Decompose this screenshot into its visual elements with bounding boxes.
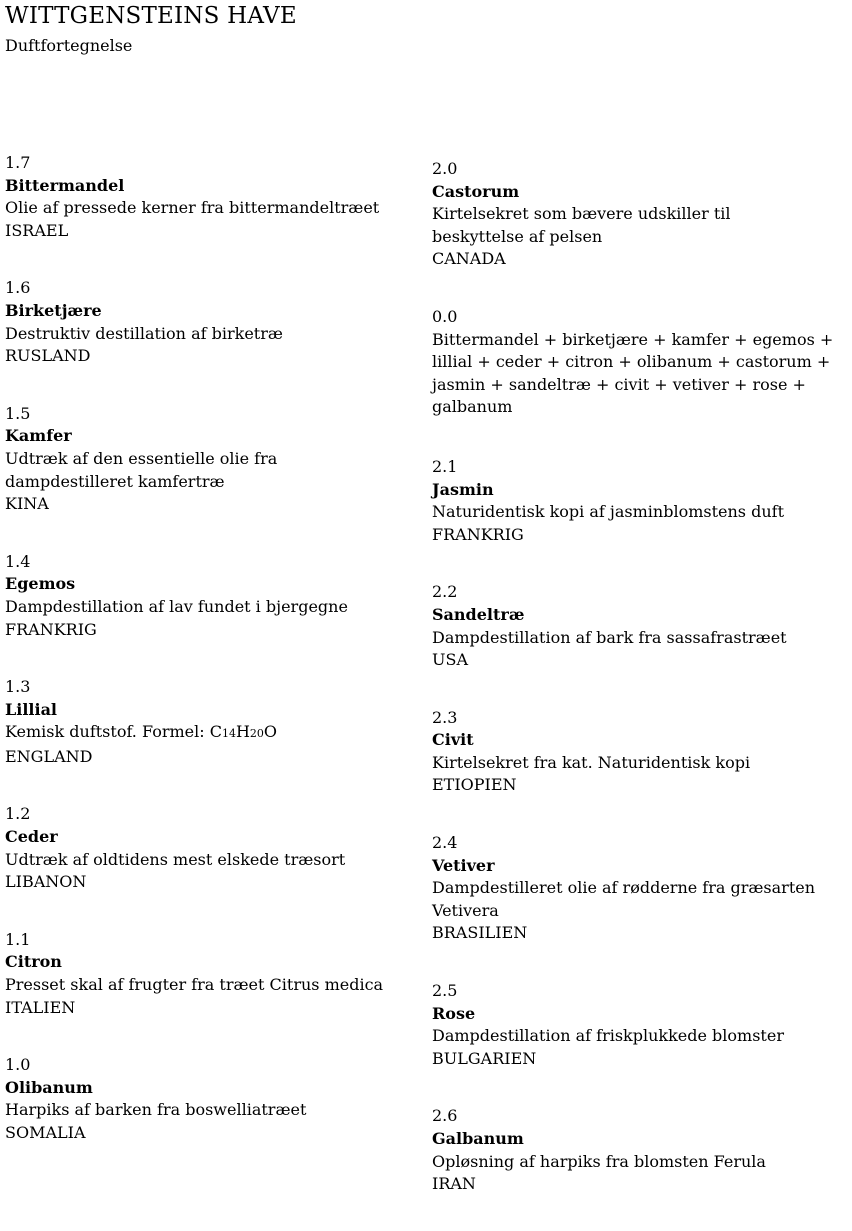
scent-number: 1.1	[5, 929, 31, 949]
scent-entry-1-5	[5, 403, 425, 516]
scent-number: 2.1	[432, 456, 458, 476]
scent-name: Vetiver	[432, 855, 495, 875]
scent-name: Jasmin	[432, 479, 494, 499]
scent-entry-1-0	[5, 1054, 425, 1144]
left-column	[5, 152, 425, 1180]
scent-number: 1.0	[5, 1055, 31, 1075]
scent-origin: ENGLAND	[5, 746, 93, 766]
scent-entry-1-7	[5, 152, 425, 242]
right-column	[432, 158, 852, 1231]
scent-number: 2.4	[432, 833, 458, 853]
scent-number: 1.2	[5, 804, 31, 824]
scent-number: 1.7	[5, 153, 31, 172]
scent-description: Dampdestillation af bark fra sassafrastræet	[432, 627, 787, 647]
scent-combination: Bittermandel + birketjære + kamfer + egemos + lillial + ceder + citron + olibanum + castorum + jasmin + sandeltræ + civit + vetiver + rose + galbanum	[432, 329, 834, 417]
scent-number: 1.5	[5, 403, 31, 423]
scent-origin: CANADA	[432, 249, 506, 269]
scent-description: Destruktiv destillation af birketræ	[5, 323, 283, 343]
page-subtitle: Duftfortegnelse	[5, 36, 133, 55]
scent-name: Rose	[432, 1003, 476, 1023]
scent-entry-2-0	[432, 158, 852, 271]
scent-description: Kirtelsekret fra kat. Naturidentisk kopi	[432, 752, 751, 772]
scent-name: Citron	[5, 952, 62, 972]
scent-description: Udtræk af den essentielle olie fra dampdestilleret kamfertræ	[5, 448, 278, 491]
scent-description: Dampdestilleret olie af rødderne fra græsarten Vetivera	[432, 878, 816, 920]
scent-description: Harpiks af barken fra boswelliatræet	[5, 1100, 307, 1120]
scent-entry-2-6	[432, 1105, 852, 1195]
scent-origin: KINA	[5, 494, 49, 514]
scent-name: Olibanum	[5, 1077, 93, 1097]
scent-entry-1-3	[5, 676, 425, 768]
scent-name: Castorum	[432, 181, 520, 201]
scent-description-formula	[5, 721, 425, 746]
scent-number: 1.4	[5, 551, 31, 571]
scent-name: Bittermandel	[5, 175, 125, 195]
scent-description: Dampdestillation af friskplukkede blomster	[432, 1026, 784, 1046]
scent-origin: ITALIEN	[5, 997, 76, 1017]
scent-number: 2.3	[432, 707, 458, 727]
scent-number: 2.6	[432, 1106, 458, 1126]
scent-name: Kamfer	[5, 426, 72, 446]
scent-number: 2.2	[432, 582, 458, 602]
scent-description: Opløsning af harpiks fra blomsten Ferula	[432, 1151, 766, 1171]
scent-description: Kirtelsekret som bævere udskiller til beskyttelse af pelsen	[432, 204, 731, 246]
formula-subscript-hydrogen: 20	[249, 727, 264, 741]
scent-number: 0.0	[432, 306, 458, 326]
scent-origin: SOMALIA	[5, 1123, 86, 1142]
scent-entry-2-5	[432, 980, 852, 1070]
scent-number: 1.6	[5, 278, 31, 298]
scent-origin: LIBANON	[5, 872, 87, 892]
scent-description: Olie af pressede kerner fra bittermandeltræet	[5, 198, 380, 218]
formula-prefix: Kemisk duftstof. Formel: C	[5, 722, 222, 742]
scent-origin: IRAN	[432, 1174, 476, 1194]
scent-entry-1-2	[5, 803, 425, 893]
scent-name: Civit	[432, 730, 474, 750]
scent-entry-0-0	[432, 306, 852, 419]
scent-name: Ceder	[5, 827, 58, 847]
scent-entry-1-4	[5, 551, 425, 641]
formula-subscript-carbon: 14	[221, 727, 236, 741]
scent-number: 2.5	[432, 981, 458, 1001]
scent-number: 1.3	[5, 677, 31, 697]
scent-origin: ISRAEL	[5, 220, 69, 240]
scent-entry-1-1	[5, 929, 425, 1019]
scent-entry-2-4	[432, 832, 852, 945]
scent-origin: USA	[432, 650, 468, 670]
scent-origin: FRANKRIG	[432, 524, 524, 544]
scent-origin: BULGARIEN	[432, 1048, 537, 1068]
scent-description: Udtræk af oldtidens mest elskede træsort	[5, 849, 346, 869]
scent-entry-2-3	[432, 707, 852, 797]
scent-name: Sandeltræ	[432, 604, 525, 624]
scent-description: Dampdestillation af lav fundet i bjergegne	[5, 596, 348, 616]
scent-origin: FRANKRIG	[5, 619, 97, 639]
page-title: WITTGENSTEINS HAVE	[5, 3, 297, 29]
scent-origin: BRASILIEN	[432, 923, 528, 943]
scent-entry-2-2	[432, 581, 852, 671]
scent-entry-1-6	[5, 277, 425, 367]
scent-name: Galbanum	[432, 1129, 524, 1148]
formula-oxygen: O	[263, 722, 278, 742]
scent-name: Birketjære	[5, 300, 102, 320]
scent-origin: ETIOPIEN	[432, 775, 517, 795]
scent-number: 2.0	[432, 159, 458, 178]
scent-description: Naturidentisk kopi af jasminblomstens duft	[432, 502, 784, 522]
scent-name: Lillial	[5, 699, 58, 719]
scent-description: Presset skal af frugter fra træet Citrus medica	[5, 975, 384, 995]
formula-hydrogen: H	[235, 722, 250, 742]
scent-origin: RUSLAND	[5, 346, 91, 366]
scent-name: Egemos	[5, 574, 76, 594]
scent-entry-2-1	[432, 456, 852, 546]
